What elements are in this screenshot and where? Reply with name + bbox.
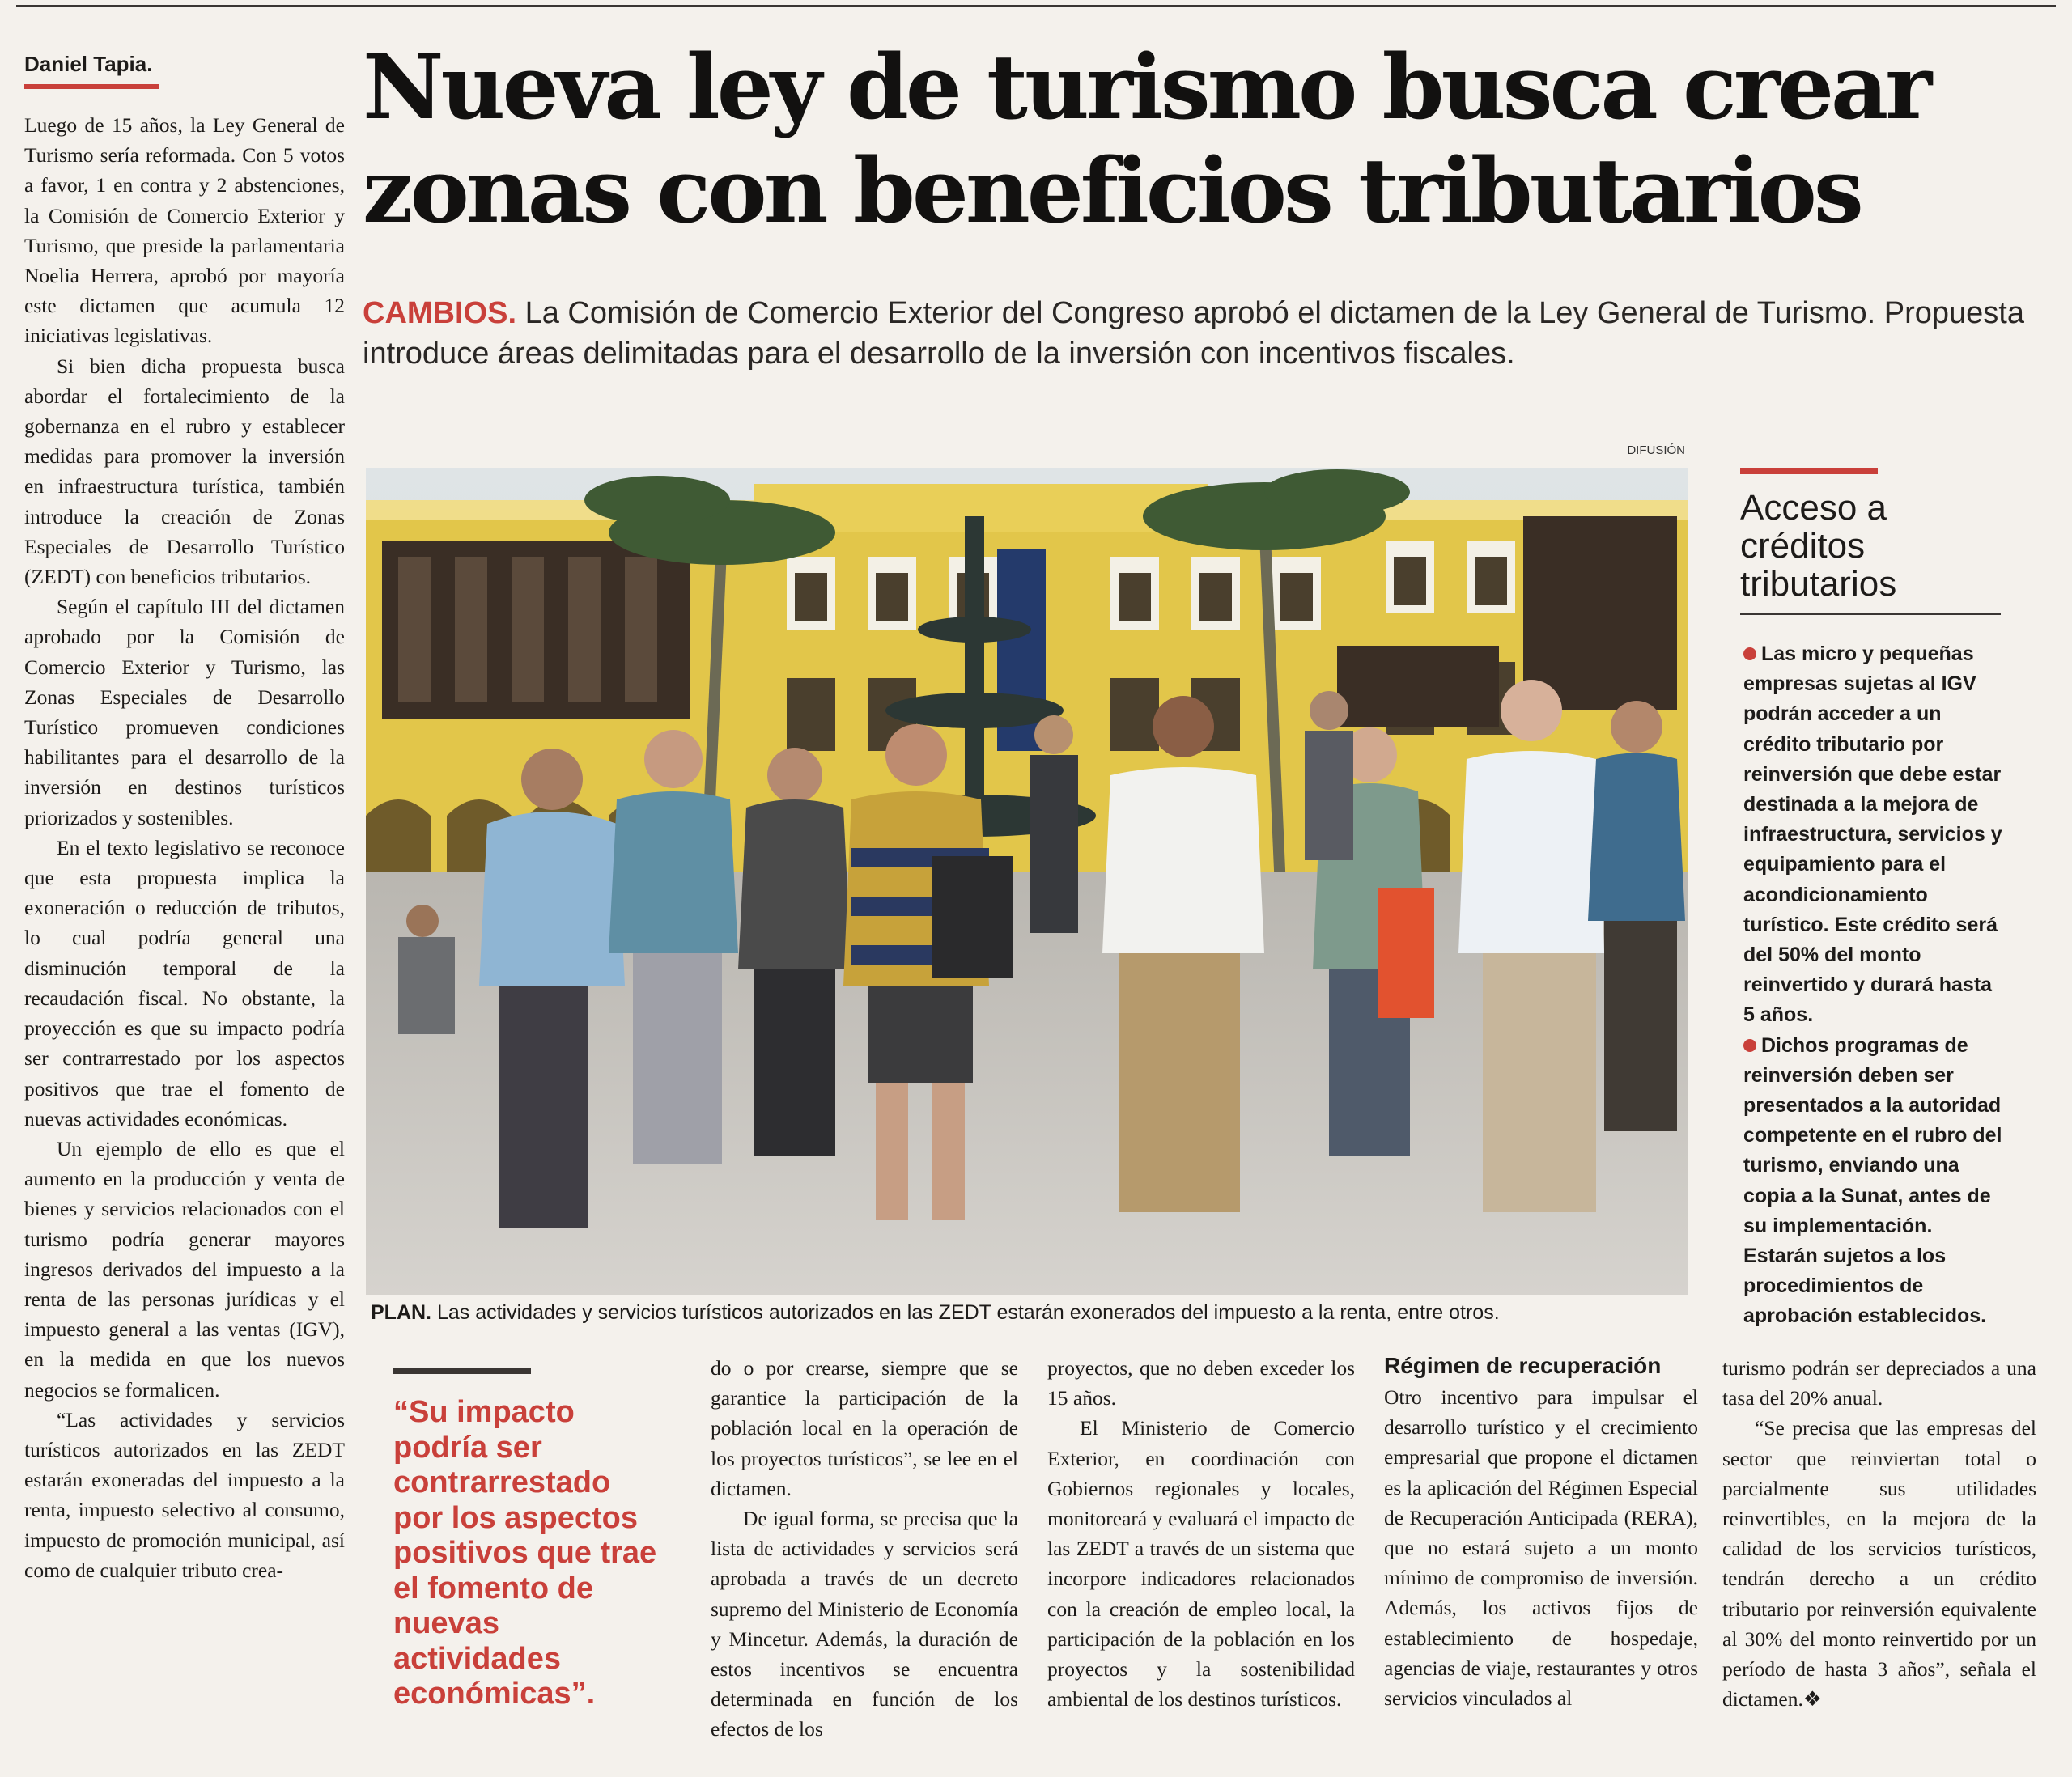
paragraph: “Las actividades y servicios turísticos autorizados en las ZEDT estarán exoneradas del impuesto a la renta, impuesto selectivo al consumo, impuesto de promoción municipal, así como de cualquier tributo crea- bbox=[24, 1407, 345, 1582]
paragraph: El Ministerio de Comercio Exterior, en coordinación con Gobiernos regionales y locales, monitoreará y evaluará el impacto de las ZEDT a través de un sistema que incorpore indicadores relacionados con la creación de empleo local, la participación de la población en los proyectos y la sostenibilidad ambiental de los destinos turísticos. bbox=[1047, 1416, 1355, 1711]
sidebar-divider bbox=[1740, 613, 2001, 615]
paragraph: turismo podrán ser depreciados a una tasa del 20% anual. bbox=[1722, 1356, 2036, 1410]
paragraph: De igual forma, se precisa que la lista de actividades y servicios será aprobada a través de un decreto supremo del Ministerio de Economía y Mincetur. Además, la duración de estos incentivos se encuentra determinada en función de los efectos de los bbox=[711, 1507, 1018, 1741]
caption-text: Las actividades y servicios turísticos autorizados en las ZEDT estarán exonerados del impuesto a la renta, entre otros. bbox=[436, 1301, 1500, 1324]
body-column-5 bbox=[1384, 1382, 1698, 1713]
sidebar-item bbox=[1740, 1031, 2002, 1332]
sidebar-item bbox=[1740, 639, 2002, 1031]
paragraph: En el texto legislativo se reconoce que esta propuesta implica la exoneración o reducción de tributos, lo cual podría general una disminución temporal de la recaudación fiscal. No obstante, la proyección es que su impacto podría ser contrarrestado por los aspectos positivos que trae el fomento de nuevas actividades económicas. bbox=[24, 835, 345, 1130]
bullet-icon bbox=[1743, 647, 1756, 660]
plaza-tourists-illustration bbox=[366, 468, 1688, 1295]
sidebar-title: Acceso a créditos tributarios bbox=[1740, 488, 1897, 604]
body-column-4 bbox=[1047, 1353, 1355, 1714]
sidebar-item-text: Las micro y pequeñas empresas sujetas al IGV podrán acceder a un crédito tributario por reinversión que debe estar destinada a la mejora de infraestructura, servicios y equipamiento para el acondicionamiento turístico. Este crédito será del 50% del monto reinvertido y durará hasta 5 años. bbox=[1743, 643, 2002, 1027]
body-column-1 bbox=[24, 110, 345, 1585]
body-column-3 bbox=[711, 1353, 1018, 1745]
deck-text: La Comisión de Comercio Exterior del Congreso aprobó el dictamen de la Ley General de Turismo. Propuesta introduce áreas delimitadas para el desarrollo de la inversión con incentivos fiscales. bbox=[363, 296, 2024, 371]
paragraph: Otro incentivo para impulsar el desarrollo turístico y el crecimiento empresarial que propone el dictamen es la aplicación del Régimen Especial de Recuperación Anticipada (RERA), que no estará sujeto a un monto mínimo de compromiso de inversión. Además, los activos fijos de establecimiento de hospedaje, agencias de viaje, restaurantes y otros servicios vinculados al bbox=[1384, 1385, 1698, 1711]
paragraph: Un ejemplo de ello es que el aumento en la producción y venta de bienes y servicios relacionados con el turismo podría generar mayores ingresos derivados del impuesto a la renta de las personas jurídicas y el impuesto general a las ventas (IGV), en la medida en que los nuevos negocios se formalicen. bbox=[24, 1136, 345, 1402]
byline: Daniel Tapia. bbox=[24, 52, 153, 76]
pull-quote: “Su impacto podría ser contrarrestado por los aspectos positivos que trae el fomento de nuevas actividades económicas”. bbox=[393, 1395, 657, 1711]
body-column-6 bbox=[1722, 1353, 2036, 1714]
top-rule bbox=[16, 5, 2056, 7]
paragraph: Luego de 15 años, la Ley General de Turismo sería reformada. Con 5 votos a favor, 1 en contra y 2 abstenciones, la Comisión de Comercio Exterior y Turismo, que preside la parlamentaria Noelia Herrera, aprobó por mayoría este dictamen que acumula 12 iniciativas legislativas. bbox=[24, 113, 345, 348]
bullet-icon bbox=[1743, 1039, 1756, 1052]
sidebar-rule bbox=[1740, 468, 1878, 474]
pull-quote-rule bbox=[393, 1368, 531, 1374]
deck bbox=[363, 293, 2046, 374]
paragraph: Según el capítulo III del dictamen aprobado por la Comisión de Comercio Exterior y Turismo, las Zonas Especiales de Desarrollo Turístico promueven condiciones habilitantes para el desarrollo de la inversión en destinos turísticos priorizados y sostenibles. bbox=[24, 595, 345, 829]
headline: Nueva ley de turismo busca crear zonas con beneficios tributarios bbox=[363, 35, 1930, 243]
deck-kicker: CAMBIOS. bbox=[363, 296, 516, 330]
caption-label: PLAN. bbox=[371, 1301, 431, 1324]
paragraph: “Se precisa que las empresas del sector que reinviertan total o parcialmente sus utilidades reinvertibles, en la mejora de la calidad de los servicios turísticos, tendrán derecho a un crédito tributario por reinversión equivalente al 30% del monto reinvertido por un período de hasta 3 años”, señala el dictamen.❖ bbox=[1722, 1416, 2036, 1711]
photo-credit: DIFUSIÓN bbox=[1627, 443, 1685, 457]
photo-caption bbox=[371, 1298, 1909, 1327]
paragraph: do o por crearse, siempre que se garantice la participación de la población local en la operación de los proyectos turísticos”, se lee en el dictamen. bbox=[711, 1356, 1018, 1500]
article-photo bbox=[366, 468, 1688, 1295]
byline-rule bbox=[24, 84, 159, 89]
paragraph: proyectos, que no deben exceder los 15 años. bbox=[1047, 1356, 1355, 1410]
subheading-regimen: Régimen de recuperación bbox=[1384, 1353, 1662, 1378]
sidebar-item-text: Dichos programas de reinversión deben ser presentados a la autoridad competente en el rubro del turismo, enviando una copia a la Sunat, antes de su implementación. Estarán sujetos a los procedimientos de aprobación establecidos. bbox=[1743, 1033, 2002, 1328]
paragraph: Si bien dicha propuesta busca abordar el fortalecimiento de la gobernanza en el rubro y establecer medidas para promover la inversión en infraestructura turística, también introduce la creación de Zonas Especiales de Desarrollo Turístico (ZEDT) con beneficios tributarios. bbox=[24, 354, 345, 589]
sidebar-body bbox=[1740, 639, 2002, 1332]
